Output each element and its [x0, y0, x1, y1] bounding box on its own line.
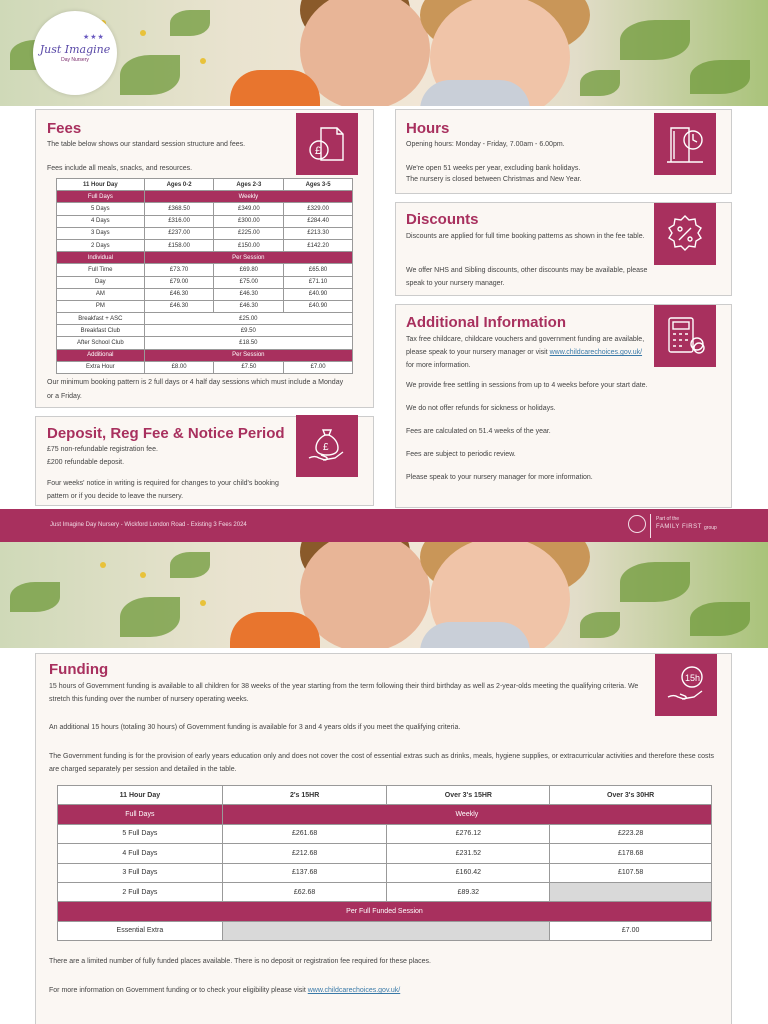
fees-table — [56, 178, 353, 374]
funding-band-session: Per Full Funded Session — [58, 902, 712, 921]
funding-paragraph-3: The Government funding is for the provision of early years education only and does not cover the cost of essential extras such as drinks, meals, hygiene supplies, or extracurricular activities and therefore these costs are charged separately per session and detailed in the table. — [49, 753, 714, 773]
funding-paragraph-2: An additional 15 hours (totaling 30 hours) of Government funding is available for 3 and 4 years olds if you meet the qualifying criteria. — [49, 724, 461, 731]
hours-icon-box — [654, 113, 716, 175]
hours-line-1: Opening hours: Monday - Friday, 7.00am - 6.00pm. — [406, 141, 565, 148]
hero-photo-bottom — [0, 542, 768, 648]
funding-cell: £212.68 — [222, 844, 387, 863]
fees-band-label: Additional — [57, 349, 145, 361]
fees-cell: £25.00 — [144, 313, 352, 325]
fees-cell: £46.30 — [214, 300, 284, 312]
svg-text:£: £ — [323, 442, 329, 453]
funding-cell: 2 Full Days — [58, 882, 223, 901]
logo-name: Just Imagine — [39, 43, 111, 56]
fees-band-label: Full Days — [57, 191, 145, 203]
fees-cell: 3 Days — [57, 227, 145, 239]
additional-info-panel — [395, 304, 732, 508]
fees-cell: £329.00 — [284, 203, 353, 215]
fees-cell: Breakfast + ASC — [57, 313, 145, 325]
fees-intro: The table below shows our standard session structure and fees. — [47, 141, 246, 148]
fees-cell: PM — [57, 300, 145, 312]
additional-line-3: We do not offer refunds for sickness or holidays. — [406, 405, 556, 412]
funding-icon-label: 15h — [685, 673, 701, 683]
additional-icon-box — [654, 305, 716, 367]
hours-panel — [395, 109, 732, 194]
fees-cell: £69.80 — [214, 264, 284, 276]
funding-paragraph-4: There are a limited number of fully funded places available. There is no deposit or registration fee required for these places. — [49, 958, 431, 965]
additional-line-6: Please speak to your nursery manager for more information. — [406, 474, 593, 481]
additional-line-5: Fees are subject to periodic review. — [406, 451, 516, 458]
family-first-logo — [628, 513, 748, 539]
funding-cell: £107.58 — [550, 863, 712, 882]
funding-icon-box — [655, 654, 717, 716]
table-row — [57, 300, 353, 312]
fees-includes: Fees include all meals, snacks, and resources. — [47, 165, 193, 172]
page-footer — [0, 509, 768, 542]
fees-cell: £71.10 — [284, 276, 353, 288]
fees-header-3: Ages 3-5 — [284, 179, 353, 191]
discount-badge-icon — [663, 212, 707, 256]
fees-cell: £40.90 — [284, 288, 353, 300]
table-row — [58, 921, 712, 940]
discounts-icon-box — [654, 203, 716, 265]
funding-header-2: Over 3's 15HR — [387, 786, 550, 805]
table-row — [57, 337, 353, 349]
funding-cell: £178.68 — [550, 844, 712, 863]
discounts-panel — [395, 202, 732, 296]
fees-cell: Day — [57, 276, 145, 288]
funding-cell: 3 Full Days — [58, 863, 223, 882]
funding-panel — [35, 653, 732, 1024]
additional-line-1-end: for more information. — [406, 362, 471, 369]
fees-title: Fees — [47, 120, 82, 137]
funding-cell-empty — [550, 882, 712, 901]
hero-photo-top — [0, 0, 768, 106]
table-row — [57, 215, 353, 227]
fees-cell: £150.00 — [214, 239, 284, 251]
funding-cell: 4 Full Days — [58, 844, 223, 863]
funding-title: Funding — [49, 661, 109, 678]
fees-cell: AM — [57, 288, 145, 300]
fees-icon-box — [296, 113, 358, 175]
deposit-title: Deposit, Reg Fee & Notice Period — [47, 425, 285, 442]
funding-childcare-choices-link[interactable]: www.childcarechoices.gov.uk/ — [307, 987, 401, 994]
fees-cell: £158.00 — [144, 239, 214, 251]
fees-cell: £237.00 — [144, 227, 214, 239]
hours-line-2: We're open 51 weeks per year, excluding bank holidays. — [406, 165, 581, 172]
funding-cell: £7.00 — [550, 921, 712, 940]
table-row — [57, 276, 353, 288]
fees-cell: £40.90 — [284, 300, 353, 312]
hours-line-3: The nursery is closed between Christmas and New Year. — [406, 176, 582, 183]
additional-line-4: Fees are calculated on 51.4 weeks of the year. — [406, 428, 551, 435]
deposit-icon-box — [296, 415, 358, 477]
funding-table — [57, 785, 712, 941]
funding-cell: £276.12 — [387, 824, 550, 843]
funding-cell: £223.28 — [550, 824, 712, 843]
fees-cell: After School Club — [57, 337, 145, 349]
funding-header-0: 11 Hour Day — [58, 786, 223, 805]
fees-cell: 2 Days — [57, 239, 145, 251]
fees-cell: £349.00 — [214, 203, 284, 215]
partner-small: Part of the — [656, 516, 680, 522]
fees-band-label: Individual — [57, 252, 145, 264]
calculator-coins-icon — [663, 314, 707, 358]
funding-paragraph-5-text: For more information on Government funding or to check your eligibility please visit — [49, 987, 306, 994]
fees-header-1: Ages 0-2 — [144, 179, 214, 191]
funding-cell: £137.68 — [222, 863, 387, 882]
table-row — [58, 882, 712, 901]
table-row — [57, 203, 353, 215]
funding-cell: £89.32 — [387, 882, 550, 901]
fees-cell: Full Time — [57, 264, 145, 276]
fees-cell: £7.00 — [284, 361, 353, 373]
funding-cell: £62.68 — [222, 882, 387, 901]
fees-cell: £225.00 — [214, 227, 284, 239]
nursery-logo: ★★★ Just Imagine Day Nursery — [33, 11, 117, 95]
fees-cell: £73.70 — [144, 264, 214, 276]
table-row — [58, 824, 712, 843]
funding-cell: £231.52 — [387, 844, 550, 863]
fees-cell: £8.00 — [144, 361, 214, 373]
fees-cell: £9.50 — [144, 325, 352, 337]
fees-cell: Breakfast Club — [57, 325, 145, 337]
family-first-emblem — [628, 515, 646, 533]
additional-title: Additional Information — [406, 314, 566, 331]
footer-left-text: Just Imagine Day Nursery - Wickford London Road - Existing 3 Fees 2024 — [50, 522, 247, 528]
deposit-line-2: £200 refundable deposit. — [47, 459, 125, 466]
fees-panel — [35, 109, 374, 408]
funding-cell: £261.68 — [222, 824, 387, 843]
partner-group: group — [704, 525, 717, 531]
table-row — [57, 313, 353, 325]
fees-header-0: 11 Hour Day — [57, 179, 145, 191]
hours-title: Hours — [406, 120, 450, 137]
table-row — [57, 325, 353, 337]
partner-big: FAMILY FIRST — [656, 524, 702, 530]
fees-cell: 5 Days — [57, 203, 145, 215]
funding-cell: Essential Extra — [58, 921, 223, 940]
table-row — [57, 264, 353, 276]
fees-cell: £46.30 — [214, 288, 284, 300]
fees-band-value: Per Session — [144, 252, 352, 264]
funding-paragraph-5 — [49, 984, 709, 997]
table-row — [57, 361, 353, 373]
fees-cell: £368.50 — [144, 203, 214, 215]
pound-document-icon — [305, 122, 349, 166]
fees-cell: £79.00 — [144, 276, 214, 288]
fees-cell: £213.30 — [284, 227, 353, 239]
door-clock-icon — [663, 122, 707, 166]
money-bag-hand-icon — [305, 424, 349, 468]
fees-band-value: Weekly — [144, 191, 352, 203]
discounts-line-1: Discounts are applied for full time booking patterns as shown in the fee table. — [406, 233, 645, 240]
fees-cell: £316.00 — [144, 215, 214, 227]
fees-cell: £142.20 — [284, 239, 353, 251]
fees-cell: £75.00 — [214, 276, 284, 288]
logo-sub: Day Nursery — [61, 57, 89, 63]
childcare-choices-link[interactable]: www.childcarechoices.gov.uk/ — [549, 349, 643, 356]
fees-cell: £46.30 — [144, 300, 214, 312]
funding-cell-empty — [222, 921, 549, 940]
svg-text:£: £ — [315, 145, 322, 157]
table-row — [57, 288, 353, 300]
funding-header-1: 2's 15HR — [222, 786, 387, 805]
table-row — [57, 239, 353, 251]
funding-cell: £160.42 — [387, 863, 550, 882]
fees-cell: £18.50 — [144, 337, 352, 349]
additional-line-2: We provide free settling in sessions from up to 4 weeks before your start date. — [406, 382, 648, 389]
additional-line-1-text: Tax free childcare, childcare vouchers and government funding are available, please speak to your nursery manager or visit — [406, 336, 645, 356]
table-row — [57, 227, 353, 239]
deposit-panel — [35, 416, 374, 506]
fees-header-2: Ages 2-3 — [214, 179, 284, 191]
fees-cell: £300.00 — [214, 215, 284, 227]
funding-header-3: Over 3's 30HR — [550, 786, 712, 805]
fees-cell: £46.30 — [144, 288, 214, 300]
table-row — [58, 863, 712, 882]
discounts-line-2: We offer NHS and Sibling discounts, other discounts may be available, please speak to your nursery manager. — [406, 267, 648, 287]
fees-cell: 4 Days — [57, 215, 145, 227]
fees-cell: £65.80 — [284, 264, 353, 276]
fees-cell: £7.50 — [214, 361, 284, 373]
table-row — [58, 844, 712, 863]
funding-band-value: Weekly — [222, 805, 711, 824]
fees-cell: £284.40 — [284, 215, 353, 227]
funding-paragraph-1: 15 hours of Government funding is available to all children for 38 weeks of the year starting from the term following their third birthday as well as 2-year-olds meeting the qualifying criteria. We stretch this funding over the number of nursery operating weeks. — [49, 683, 639, 703]
fees-cell: Extra Hour — [57, 361, 145, 373]
deposit-line-1: £75 non-refundable registration fee. — [47, 446, 158, 453]
fees-band-value: Per Session — [144, 349, 352, 361]
funding-band-label: Full Days — [58, 805, 223, 824]
additional-line-1 — [406, 333, 651, 372]
discounts-title: Discounts — [406, 211, 479, 228]
funded-hours-hand-icon — [664, 663, 708, 707]
funding-cell: 5 Full Days — [58, 824, 223, 843]
fees-note: Our minimum booking pattern is 2 full days or 4 half day sessions which must include a Monday or a Friday. — [47, 379, 344, 400]
deposit-line-3: Four weeks' notice in writing is required for changes to your child's booking pattern or if you decide to leave the nursery. — [47, 480, 279, 500]
